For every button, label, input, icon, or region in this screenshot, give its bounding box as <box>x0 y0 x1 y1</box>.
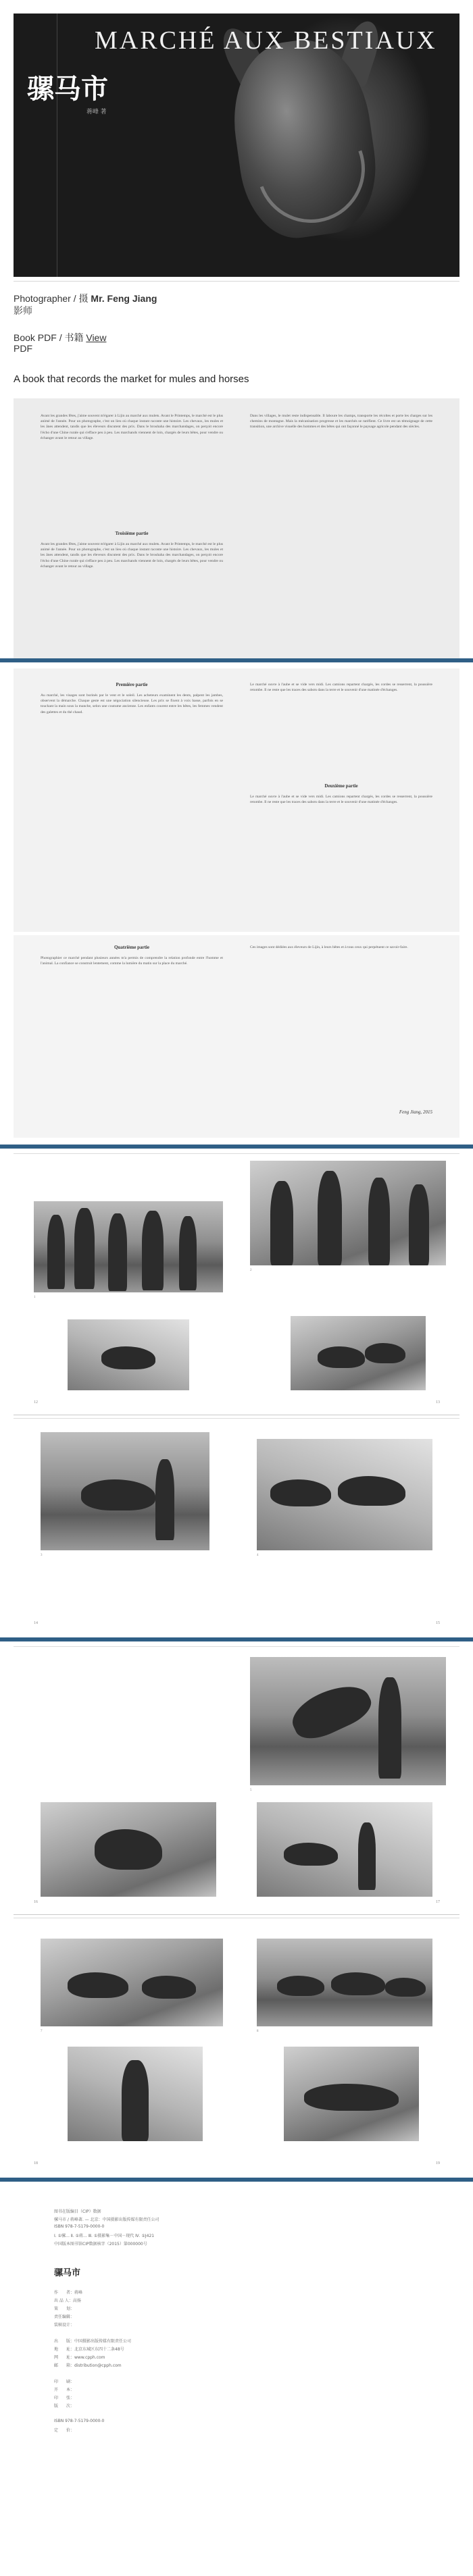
section-band <box>0 1637 473 1641</box>
spread-text-left: Au marché, les visages sont burinés par le vent et le soleil. Les acheteurs examinent les dents, palpent les jambes, observent la démarche. Chaque geste est une négociation silencieuse. Les prix se fixent à voix basse, parfois en se touchant la main sous la manche, selon une coutume ancienne. Les enfants courent entre les bêtes, les femmes vendent des galettes et du thé chaud. <box>41 693 223 714</box>
section-heading: Quatrième partie <box>114 945 149 950</box>
photo-spread <box>14 1646 459 1910</box>
colophon-detail: 出 品 人：高扬 <box>54 2298 81 2303</box>
photo-caption: 7 <box>41 2030 43 2033</box>
colophon-detail: 版 次： <box>54 2404 75 2409</box>
page-number: 19 <box>436 2161 440 2165</box>
section-heading: Première partie <box>116 682 148 687</box>
photo-mule-line <box>284 2047 419 2141</box>
page-number: 14 <box>34 1621 38 1625</box>
format-line <box>14 331 106 344</box>
colophon-detail: 邮 箱：distribution@cpph.com <box>54 2363 122 2368</box>
photographer-name: Mr. Feng Jiang <box>91 293 157 304</box>
photo-horse-group <box>257 1439 432 1550</box>
photographer-credit <box>14 292 157 305</box>
spread-text-left: Photographier ce marché pendant plusieurs années m'a permis de comprendre la relation profonde entre l'homme et l'animal. La confiance se construit lentement, comme la lumière du matin sur la place du marché. <box>41 956 223 966</box>
colophon-page <box>14 2188 459 2566</box>
photo-riders <box>41 1939 223 2026</box>
section-heading: Deuxième partie <box>324 783 358 789</box>
photo-caption: 8 <box>257 2030 259 2033</box>
colophon-detail: 出 版：中国摄影出版传媒有限责任公司 <box>54 2339 132 2344</box>
photo-bridle-closeup <box>41 1802 216 1897</box>
section-heading: Troisième partie <box>115 531 149 536</box>
colophon-detail: 印 张： <box>54 2396 75 2400</box>
photo-caption: 1 <box>34 1296 36 1299</box>
colophon-line: Ⅰ. ①骡… Ⅱ. ①蒋… Ⅲ. ①摄影集－中国－现代 Ⅳ. ①J421 <box>54 2234 155 2238</box>
book-spread-text-1 <box>14 398 459 658</box>
colophon-line: 骡马市 / 蒋峰著. — 北京：中国摄影出版传媒有限责任公司 <box>54 2217 159 2222</box>
colophon-detail: 印 刷： <box>54 2380 75 2384</box>
book-spread-text-3 <box>14 935 459 1138</box>
photo-caption: 4 <box>257 1554 259 1557</box>
colophon-detail: 装帧设计： <box>54 2323 75 2328</box>
photo-mule-alone <box>68 1319 189 1390</box>
photo-traders <box>250 1161 446 1265</box>
cover-title-french: MARCHÉ AUX BESTIAUX <box>95 26 437 55</box>
cover-author: 蒋峰 著 <box>86 108 107 115</box>
photo-market-crowd <box>34 1201 223 1292</box>
section-band <box>0 658 473 662</box>
page-number: 17 <box>436 1900 440 1904</box>
colophon-line: 图书在版编目（CIP）数据 <box>54 2209 101 2214</box>
spread-text-right: Ces images sont dédiées aux éleveurs de Lijin, à leurs bêtes et à tous ceux qui perpétuent ce savoir-faire. <box>250 945 408 949</box>
photographer-label: Photographer / 摄 <box>14 293 91 304</box>
photo-mule-handler <box>41 1432 209 1550</box>
colophon-title: 骡马市 <box>54 2268 81 2278</box>
page-number: 13 <box>436 1400 440 1404</box>
photo-market-yard <box>257 1802 432 1897</box>
colophon-line: ISBN 978-7-5179-0000-0 <box>54 2224 105 2229</box>
colophon-detail: 网 址：www.cpph.com <box>54 2355 105 2360</box>
page-number: 15 <box>436 1621 440 1625</box>
photo-caption: 3 <box>41 1554 43 1557</box>
book-spread-text-2 <box>14 668 459 932</box>
photo-spread <box>14 1418 459 1635</box>
spread-text-left-lower: Avant les grandes fêtes, j'aime souvent m'égarer à Lijin au marché aux mulets. Avant le Printemps, le marché est le plus animé de l'année. Pour un photographe, c'est un lieu où chaque instant raconte une histoire. Les chevaux, les mules et les ânes attendent, tandis que les éleveurs discutent des prix. Dans le brouhaha des marchandages, on perçoit encore l'écho d'une Chine rurale qui s'efface peu à peu. Les marchands viennent de loin, chargés de leurs bêtes, pour vendre ou échanger avant le retour au village. <box>41 542 223 569</box>
page-number: 12 <box>34 1400 38 1404</box>
photo-herd <box>257 1939 432 2026</box>
colophon-detail: 责任编辑： <box>54 2315 75 2319</box>
cover-title-chinese: 骡马市 <box>27 74 108 105</box>
photo-caption: 2 <box>250 1269 252 1272</box>
photo-horses <box>291 1316 426 1390</box>
spread-text-right: Le marché ouvre à l'aube et se vide vers midi. Les camions repartent chargés, les cordes se resserrent, la poussière retombe. Il ne reste que les traces des sabots dans la terre et le souvenir d'une matinée d'échanges. <box>250 683 432 693</box>
page-number: 18 <box>34 2161 38 2165</box>
photo-trader-portrait <box>68 2047 203 2141</box>
spread-text-left: Avant les grandes fêtes, j'aime souvent m'égarer à Lijin au marché aux mulets. Avant le Printemps, le marché est le plus animé de l'année. Pour un photographe, c'est un lieu où chaque instant raconte une histoire. Les chevaux, les mules et les ânes attendent, tandis que les éleveurs discutent des prix. Dans le brouhaha des marchandages, on perçoit encore l'écho d'une Chine rurale qui s'efface peu à peu. Les marchands viennent de loin, chargés de leurs bêtes, pour vendre ou échanger avant le retour au village. <box>41 414 223 440</box>
book-description: A book that records the market for mules and horses <box>14 373 249 385</box>
signature: Feng Jiang, 2015 <box>399 1109 432 1115</box>
view-pdf-link[interactable]: View <box>86 332 107 343</box>
colophon-detail: 定 价： <box>54 2428 75 2433</box>
format-label: Book PDF / 书籍 <box>14 332 86 343</box>
photo-spread <box>14 1153 459 1412</box>
spread-text-right-lower: Le marché ouvre à l'aube et se vide vers midi. Les camions repartent chargés, les cordes se resserrent, la poussière retombe. Il ne reste que les traces des sabots dans la terre et le souvenir d'une matinée d'échanges. <box>250 795 432 805</box>
photo-spread <box>14 1918 459 2175</box>
page-number: 16 <box>34 1900 38 1904</box>
colophon-detail: 地 址：北京东城区东四十二条48号 <box>54 2347 124 2352</box>
colophon-detail: ISBN 978-7-5179-0000-0 <box>54 2419 105 2423</box>
book-cover-image <box>14 14 459 277</box>
photo-caption: 5 <box>250 1789 252 1792</box>
format-suffix: PDF <box>14 343 32 354</box>
colophon-detail: 开 本： <box>54 2388 75 2392</box>
section-band <box>0 2178 473 2182</box>
spread-text-right: Dans les villages, le mulet reste indispensable. Il laboure les champs, transporte les récoltes et porte les charges sur les chemins de montagne. Mais la mécanisation progresse et les marchés se raréfient. Ce livre est un témoignage de cette transition, une archive visuelle des hommes et des bêtes qui ont façonné le paysage agricole pendant des siècles. <box>250 414 432 429</box>
photographer-label-zh: 影师 <box>14 305 32 316</box>
photo-horse-rearing <box>250 1657 446 1785</box>
colophon-detail: 作 者：蒋峰 <box>54 2290 83 2295</box>
section-band <box>0 1145 473 1149</box>
colophon-detail: 策 划： <box>54 2307 75 2311</box>
divider <box>14 281 459 282</box>
divider <box>14 1914 459 1915</box>
colophon-line: 中国版本图书馆CIP数据核字（2015）第000000号 <box>54 2242 147 2246</box>
